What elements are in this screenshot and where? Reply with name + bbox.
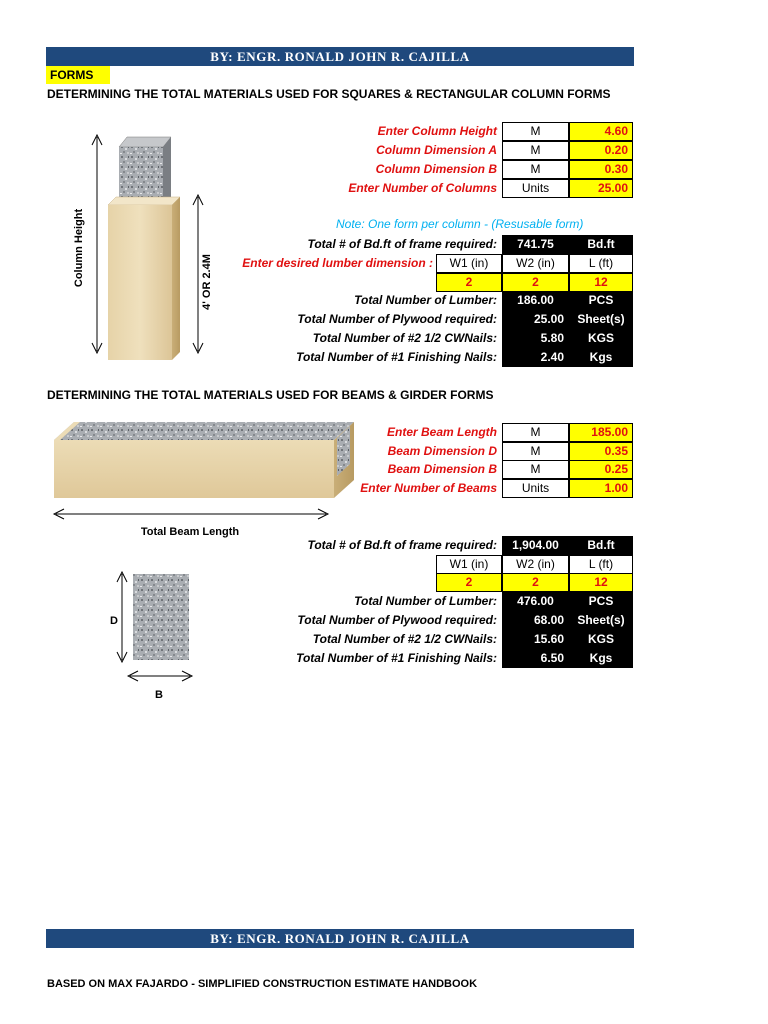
column-dim-b-input[interactable]: 0.30 xyxy=(569,160,633,179)
column-finishing-nails-label: Total Number of #1 Finishing Nails: xyxy=(296,350,497,364)
column-count-unit: Units xyxy=(502,179,569,198)
column-w2-input[interactable]: 2 xyxy=(502,273,569,292)
beam-cwnails-label: Total Number of #2 1/2 CWNails: xyxy=(312,632,497,646)
beam-dim-d-input[interactable]: 0.35 xyxy=(569,442,633,461)
beam-dim-b-unit: M xyxy=(502,460,569,479)
column-bdft-unit: Bd.ft xyxy=(569,235,633,254)
beam-dim-d-unit: M xyxy=(502,442,569,461)
beam-section-title: DETERMINING THE TOTAL MATERIALS USED FOR BEAMS & GIRDER FORMS xyxy=(47,388,494,402)
forms-tag: FORMS xyxy=(46,66,110,84)
b-label: B xyxy=(155,689,163,701)
column-w1-header: W1 (in) xyxy=(436,254,502,273)
beam-w2-header: W2 (in) xyxy=(502,555,569,574)
column-dim-a-label: Column Dimension A xyxy=(376,143,497,157)
column-count-input[interactable]: 25.00 xyxy=(569,179,633,198)
beam-w2-input[interactable]: 2 xyxy=(502,573,569,592)
beam-form xyxy=(54,440,334,498)
lumber-dim-label: Enter desired lumber dimension : xyxy=(242,256,433,270)
beam-l-header: L (ft) xyxy=(569,555,633,574)
column-dim-b-label: Column Dimension B xyxy=(375,162,497,176)
column-height-input[interactable]: 4.60 xyxy=(569,122,633,141)
beam-length-label: Total Beam Length xyxy=(140,526,240,538)
column-bdft-label: Total # of Bd.ft of frame required: xyxy=(307,237,497,251)
beam-bdft-unit: Bd.ft xyxy=(569,536,633,555)
beam-plywood-label: Total Number of Plywood required: xyxy=(297,613,497,627)
beam-count-input[interactable]: 1.00 xyxy=(569,479,633,498)
column-w1-input[interactable]: 2 xyxy=(436,273,502,292)
column-cwnails-label: Total Number of #2 1/2 CWNails: xyxy=(312,331,497,345)
beam-bdft-label: Total # of Bd.ft of frame required: xyxy=(307,538,497,552)
column-plywood-value: 25.00 xyxy=(502,310,569,329)
form-height-label: 4' OR 2.4M xyxy=(201,254,213,310)
beam-length-label-text: Enter Beam Length xyxy=(386,425,497,439)
beam-length-input[interactable]: 185.00 xyxy=(569,423,633,442)
column-finishing-nails-value: 2.40 xyxy=(502,348,569,367)
beam-count-unit: Units xyxy=(502,479,569,498)
beam-lumber-label: Total Number of Lumber: xyxy=(354,594,497,608)
d-label: D xyxy=(110,615,118,627)
column-finishing-nails-unit: Kgs xyxy=(569,348,633,367)
beam-bdft-value: 1,904.00 xyxy=(502,536,569,555)
beam-length-unit: M xyxy=(502,423,569,442)
column-plywood-label: Total Number of Plywood required: xyxy=(297,312,497,326)
beam-dim-b-label: Beam Dimension B xyxy=(387,462,497,476)
column-height-unit: M xyxy=(502,122,569,141)
beam-plywood-value: 68.00 xyxy=(502,611,569,630)
author-banner: BY: ENGR. RONALD JOHN R. CAJILLA xyxy=(46,47,634,66)
column-l-header: L (ft) xyxy=(569,254,633,273)
reference-text: BASED ON MAX FAJARDO - SIMPLIFIED CONSTRUCTION ESTIMATE HANDBOOK xyxy=(47,978,478,990)
column-height-label-text: Enter Column Height xyxy=(377,124,497,138)
beam-lumber-value: 476.00 xyxy=(502,592,569,611)
beam-cwnails-value: 15.60 xyxy=(502,630,569,649)
footer-author-banner: BY: ENGR. RONALD JOHN R. CAJILLA xyxy=(46,929,634,948)
beam-count-label: Enter Number of Beams xyxy=(360,481,497,495)
column-plywood-unit: Sheet(s) xyxy=(569,310,633,329)
column-section-title: DETERMINING THE TOTAL MATERIALS USED FOR SQUARES & RECTANGULAR COLUMN FORMS xyxy=(47,87,611,101)
column-cwnails-value: 5.80 xyxy=(502,329,569,348)
beam-lumber-unit: PCS xyxy=(569,592,633,611)
beam-dim-d-label: Beam Dimension D xyxy=(387,444,497,458)
column-dim-a-unit: M xyxy=(502,141,569,160)
column-height-label: Column Height xyxy=(73,208,85,288)
beam-plywood-unit: Sheet(s) xyxy=(569,611,633,630)
column-cwnails-unit: KGS xyxy=(569,329,633,348)
beam-l-input[interactable]: 12 xyxy=(569,573,633,592)
column-lumber-value: 186.00 xyxy=(502,291,569,310)
beam-w1-header: W1 (in) xyxy=(436,555,502,574)
column-dim-b-unit: M xyxy=(502,160,569,179)
beam-finishing-nails-label: Total Number of #1 Finishing Nails: xyxy=(296,651,497,665)
beam-w1-input[interactable]: 2 xyxy=(436,573,502,592)
column-w2-header: W2 (in) xyxy=(502,254,569,273)
column-lumber-label: Total Number of Lumber: xyxy=(354,293,497,307)
column-bdft-value: 741.75 xyxy=(502,235,569,254)
beam-cwnails-unit: KGS xyxy=(569,630,633,649)
beam-section-concrete xyxy=(133,574,189,660)
column-dim-a-input[interactable]: 0.20 xyxy=(569,141,633,160)
column-count-label: Enter Number of Columns xyxy=(348,181,497,195)
beam-finishing-nails-unit: Kgs xyxy=(569,649,633,668)
reusable-note: Note: One form per column - (Resusable form) xyxy=(336,217,584,231)
beam-finishing-nails-value: 6.50 xyxy=(502,649,569,668)
beam-dim-b-input[interactable]: 0.25 xyxy=(569,460,633,479)
wooden-form xyxy=(108,205,172,360)
beam-cross-section xyxy=(100,568,200,688)
column-lumber-unit: PCS xyxy=(569,291,633,310)
column-l-input[interactable]: 12 xyxy=(569,273,633,292)
